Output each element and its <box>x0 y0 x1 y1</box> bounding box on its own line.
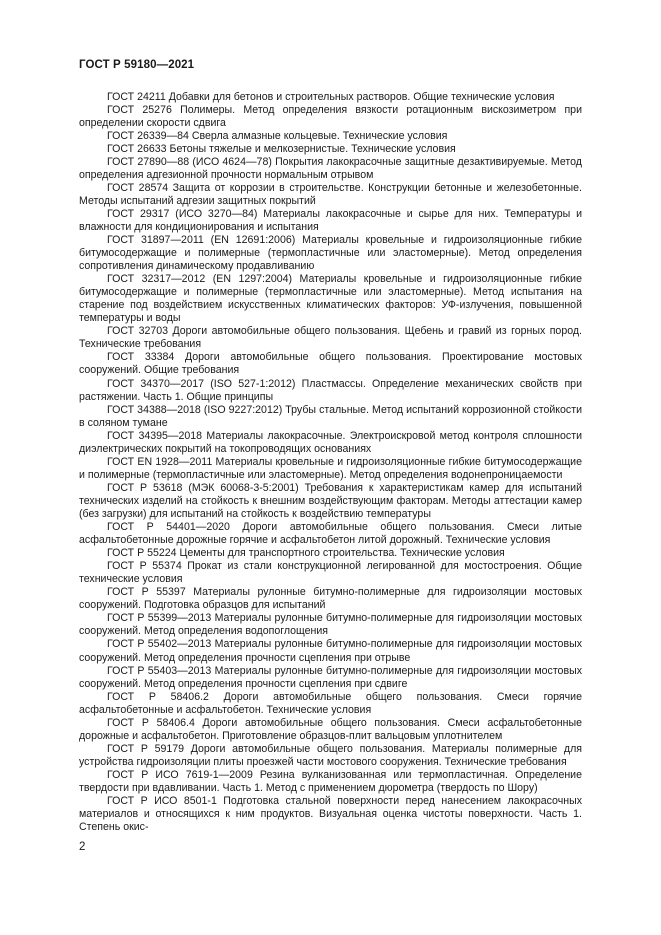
reference-item: ГОСТ Р 54401—2020 Дороги автомобильные общего пользования. Смеси литые асфальтобетонные дорожные горячие и асфальтобетон литой дорожный. Технические условия <box>79 521 582 547</box>
document-header-title: ГОСТ Р 59180—2021 <box>79 59 195 71</box>
reference-item: ГОСТ 24211 Добавки для бетонов и строительных растворов. Общие технические условия <box>107 90 555 103</box>
reference-item: ГОСТ 28574 Защита от коррозии в строительстве. Конструкции бетонные и железобетонные. Методы испытаний адгезии защитных покрытий <box>79 181 582 207</box>
reference-item: ГОСТ 32703 Дороги автомобильные общего пользования. Щебень и гравий из горных пород. Технические требования <box>79 325 582 351</box>
reference-item: ГОСТ Р 53618 (МЭК 60068-3-5:2001) Требования к характеристикам камер для испытаний технических изделий на стойкость к внешним воздействующим факторам. Методы аттестации камер (без загрузки) для испытаний на стойкость к воздействию температуры <box>79 481 582 520</box>
reference-item: ГОСТ 25276 Полимеры. Метод определения вязкости ротационным вискозиметром при определении скорости сдвига <box>79 103 582 129</box>
reference-item: ГОСТ Р 55399—2013 Материалы рулонные битумно-полимерные для гидроизоляции мостовых сооружений. Метод определения водопоглощения <box>79 612 582 638</box>
reference-item: ГОСТ 26339—84 Сверла алмазные кольцевые. Технические условия <box>107 129 448 142</box>
reference-item: ГОСТ Р 55397 Материалы рулонные битумно-полимерные для гидроизоляции мостовых сооружений. Подготовка образцов для испытаний <box>79 586 582 612</box>
reference-item: ГОСТ Р 58406.2 Дороги автомобильные общего пользования. Смеси горячие асфальтобетонные и асфальтобетон. Технические условия <box>79 690 582 716</box>
page-number: 2 <box>79 841 86 853</box>
reference-item: ГОСТ EN 1928—2011 Материалы кровельные и гидроизоляционные гибкие битумосодержащие и полимерные (термопластичные или эластомерные). Метод определения водонепроницаемости <box>79 455 582 481</box>
reference-item: ГОСТ Р 59179 Дороги автомобильные общего пользования. Материалы полимерные для устройства гидроизоляции плиты проезжей части мостового сооружения. Технические требования <box>79 742 582 768</box>
reference-item: ГОСТ Р 55224 Цементы для транспортного строительства. Технические условия <box>107 547 505 560</box>
reference-item: ГОСТ 34388—2018 (ISO 9227:2012) Трубы стальные. Метод испытаний коррозионной стойкости в соляном тумане <box>79 403 582 429</box>
reference-item: ГОСТ Р 55402—2013 Материалы рулонные битумно-полимерные для гидроизоляции мостовых сооружений. Метод определения прочности сцепления при отрыве <box>79 638 582 664</box>
reference-item: ГОСТ Р 55374 Прокат из стали конструкционной легированной для мостостроения. Общие технические условия <box>79 560 582 586</box>
reference-item: ГОСТ 31897—2011 (EN 12691:2006) Материалы кровельные и гидроизоляционные гибкие битумосодержащие и полимерные (термопластичные или эластомерные). Метод определения сопротивления динамическому продавливанию <box>79 234 582 273</box>
reference-item: ГОСТ 32317—2012 (EN 1297:2004) Материалы кровельные и гидроизоляционные гибкие битумосодержащие и полимерные (термопластичные или эластомерные). Метод испытания на старение под воздействием искусственных климатических факторов: УФ-излучения, повышенной температуры и воды <box>79 273 582 325</box>
reference-item: ГОСТ 33384 Дороги автомобильные общего пользования. Проектирование мостовых сооружений. Общие требования <box>79 351 582 377</box>
reference-item: ГОСТ Р ИСО 8501-1 Подготовка стальной поверхности перед нанесением лакокрасочных материалов и относящихся к ним продуктов. Визуальная оценка чистоты поверхности. Часть 1. Степень окис- <box>79 795 582 834</box>
reference-item: ГОСТ 26633 Бетоны тяжелые и мелкозернистые. Технические условия <box>107 142 456 155</box>
reference-item: ГОСТ 27890—88 (ИСО 4624—78) Покрытия лакокрасочные защитные дезактивируемые. Метод определения адгезионной прочности нормальным отрывом <box>79 155 582 181</box>
reference-item: ГОСТ Р 55403—2013 Материалы рулонные битумно-полимерные для гидроизоляции мостовых сооружений. Метод определения прочности сцепления при сдвиге <box>79 664 582 690</box>
reference-item: ГОСТ 34370—2017 (ISO 527-1:2012) Пластмассы. Определение механических свойств при растяжении. Часть 1. Общие принципы <box>79 377 582 403</box>
normative-references-list <box>79 91 582 835</box>
reference-item: ГОСТ Р 58406.4 Дороги автомобильные общего пользования. Смеси асфальтобетонные дорожные и асфальтобетон. Приготовление образцов-плит вальцовым уплотнителем <box>79 716 582 742</box>
reference-item: ГОСТ Р ИСО 7619-1—2009 Резина вулканизованная или термопластичная. Определение твердости при вдавливании. Часть 1. Метод с применением дюрометра (твердость по Шору) <box>79 768 582 794</box>
reference-item: ГОСТ 29317 (ИСО 3270—84) Материалы лакокрасочные и сырье для них. Температуры и влажности для кондиционирования и испытания <box>79 207 582 233</box>
reference-item: ГОСТ 34395—2018 Материалы лакокрасочные. Электроискровой метод контроля сплошности диэлектрических покрытий на токопроводящих основаниях <box>79 429 582 455</box>
